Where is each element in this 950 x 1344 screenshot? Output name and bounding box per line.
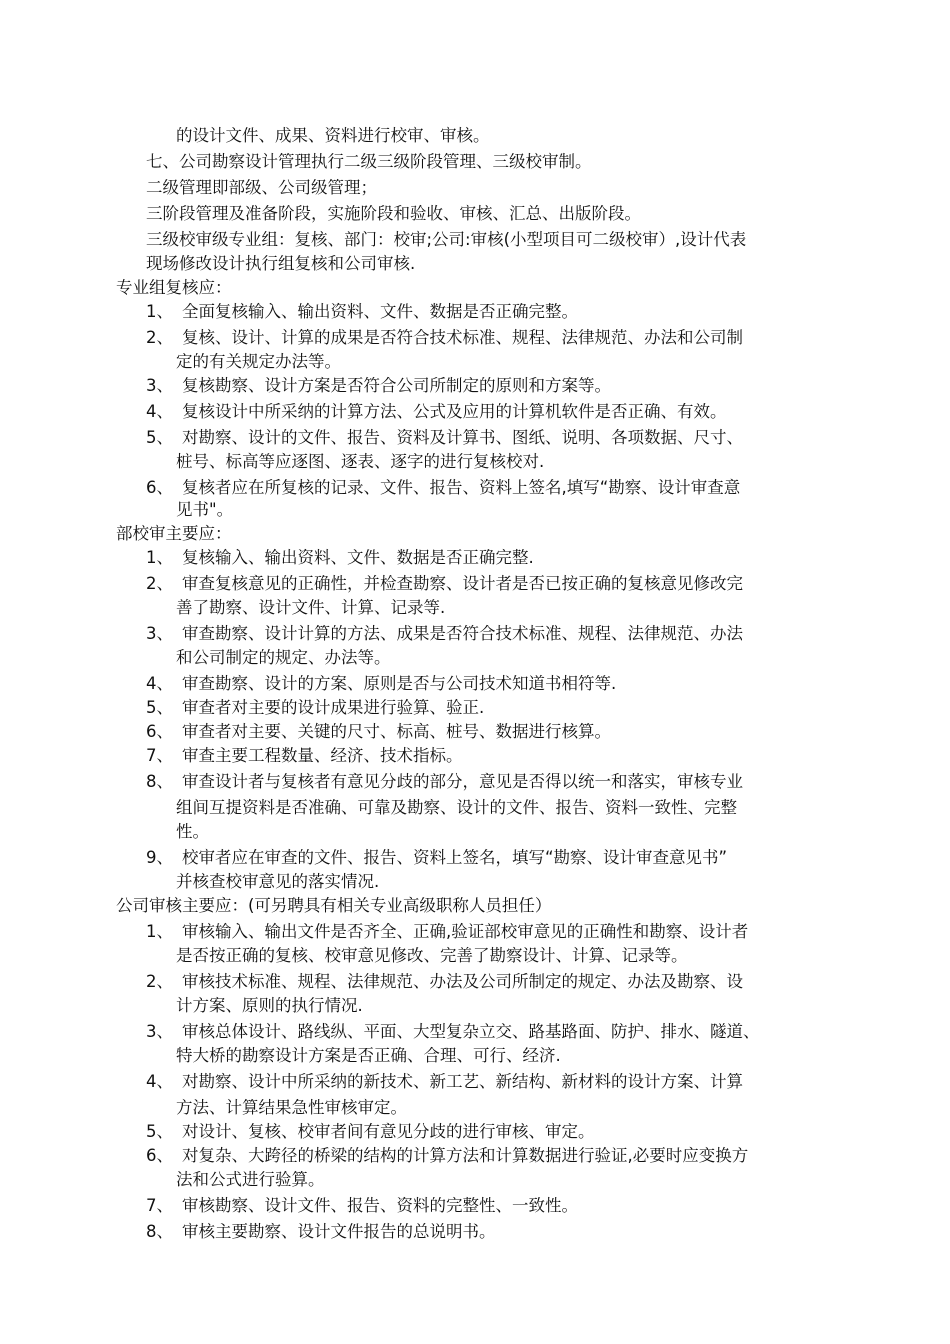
list-item-number: 8、 xyxy=(146,1222,173,1241)
list-item-number: 4、 xyxy=(146,674,173,693)
list-item-number: 1、 xyxy=(146,922,173,941)
list-item-text-cont: 和公司制定的规定、办法等。 xyxy=(176,648,391,667)
list-item-number: 2、 xyxy=(146,328,173,347)
list-item-number: 5、 xyxy=(146,428,173,447)
list-item-text-cont: 计方案、原则的执行情况. xyxy=(176,996,363,1015)
list-item-text: 对勘察、设计中所采纳的新技术、新工艺、新结构、新材料的设计方案、计算 xyxy=(182,1072,743,1091)
list-item-text: 校审者应在审查的文件、报告、资料上签名，填写“勘察、设计审查意见书” xyxy=(182,848,728,867)
list-item-text-cont: 特大桥的勘察设计方案是否正确、合理、可行、经济. xyxy=(176,1046,561,1065)
list-item-text: 复核勘察、设计方案是否符合公司所制定的原则和方案等。 xyxy=(182,376,611,395)
list-item-number: 3、 xyxy=(146,376,173,395)
list-item-text: 审核技术标准、规程、法律规范、办法及公司所制定的规定、办法及勘察、设 xyxy=(182,972,743,991)
list-item-text-cont: 善了勘察、设计文件、计算、记录等. xyxy=(176,598,446,617)
section-heading-department-review: 部校审主要应： xyxy=(116,524,232,543)
list-item-number: 2、 xyxy=(146,574,173,593)
list-item-number: 4、 xyxy=(146,402,173,421)
list-item-text: 对复杂、大跨径的桥梁的结构的计算方法和计算数据进行验证,必要时应变换方 xyxy=(182,1146,749,1165)
list-item-text: 复核设计中所采纳的计算方法、公式及应用的计算机软件是否正确、有效。 xyxy=(182,402,727,421)
paragraph-three-stage-management: 三阶段管理及准备阶段，实施阶段和验收、审核、汇总、出版阶段。 xyxy=(146,204,641,223)
list-item-number: 1、 xyxy=(146,302,173,321)
list-item-text: 审核勘察、设计文件、报告、资料的完整性、一致性。 xyxy=(182,1196,578,1215)
list-item-text-cont: 方法、计算结果急性审核审定。 xyxy=(176,1098,407,1117)
list-item-text-cont: 是否按正确的复核、校审意见修改、完善了勘察设计、计算、记录等。 xyxy=(176,946,688,965)
list-item-text: 审核输入、输出文件是否齐全、正确,验证部校审意见的正确性和勘察、设计者 xyxy=(182,922,749,941)
section-heading-company-audit: 公司审核主要应：(可另聘具有相关专业高级职称人员担任） xyxy=(116,896,552,915)
list-item-number: 4、 xyxy=(146,1072,173,1091)
paragraph-continuation: 的设计文件、成果、资料进行校审、审核。 xyxy=(176,126,490,145)
list-item-text: 审查勘察、设计的方案、原则是否与公司技术知道书相符等. xyxy=(182,674,617,693)
list-item-number: 7、 xyxy=(146,1196,173,1215)
list-item-text: 审查勘察、设计计算的方法、成果是否符合技术标准、规程、法律规范、办法 xyxy=(182,624,743,643)
list-item-number: 8、 xyxy=(146,772,173,791)
paragraph-three-level-review: 三级校审级专业组：复核、部门：校审;公司:审核(小型项目可二级校审）,设计代表 xyxy=(146,230,747,249)
list-item-text: 审查复核意见的正确性，并检查勘察、设计者是否已按正确的复核意见修改完 xyxy=(182,574,743,593)
list-item-text: 对勘察、设计的文件、报告、资料及计算书、图纸、说明、各项数据、尺寸、 xyxy=(182,428,743,447)
list-item-text-cont: 性。 xyxy=(176,822,209,841)
list-item-number: 9、 xyxy=(146,848,173,867)
list-item-text-cont: 法和公式进行验算。 xyxy=(176,1170,325,1189)
list-item-number: 7、 xyxy=(146,746,173,765)
list-item-number: 6、 xyxy=(146,1146,173,1165)
list-item-text: 审核主要勘察、设计文件报告的总说明书。 xyxy=(182,1222,496,1241)
list-item-number: 6、 xyxy=(146,722,173,741)
list-item-number: 3、 xyxy=(146,624,173,643)
list-item-text: 复核输入、输出资料、文件、数据是否正确完整. xyxy=(182,548,534,567)
paragraph-three-level-review-cont: 现场修改设计执行组复核和公司审核. xyxy=(146,254,416,273)
list-item-text-cont: 定的有关规定办法等。 xyxy=(176,352,341,371)
list-item-text: 复核、设计、计算的成果是否符合技术标准、规程、法律规范、办法和公司制 xyxy=(182,328,743,347)
list-item-number: 5、 xyxy=(146,698,173,717)
list-item-text: 对设计、复核、校审者间有意见分歧的进行审核、审定。 xyxy=(182,1122,595,1141)
paragraph-two-level-management: 二级管理即部级、公司级管理； xyxy=(146,178,377,197)
list-item-number: 1、 xyxy=(146,548,173,567)
list-item-text: 审核总体设计、路线纵、平面、大型复杂立交、路基路面、防护、排水、隧道、 xyxy=(182,1022,760,1041)
list-item-text-cont: 桩号、标高等应逐图、逐表、逐字的进行复核校对. xyxy=(176,452,545,471)
list-item-text: 审查者对主要的设计成果进行验算、验正. xyxy=(182,698,485,717)
list-item-text-cont: 组间互提资料是否准确、可靠及勘察、设计的文件、报告、资料一致性、完整 xyxy=(176,798,737,817)
list-item-text: 复核者应在所复核的记录、文件、报告、资料上签名,填写“勘察、设计审查意 xyxy=(182,478,741,497)
list-item-number: 3、 xyxy=(146,1022,173,1041)
section-heading-professional-group: 专业组复核应： xyxy=(116,278,232,297)
list-item-text: 审查主要工程数量、经济、技术指标。 xyxy=(182,746,463,765)
list-item-number: 6、 xyxy=(146,478,173,497)
list-item-text: 全面复核输入、输出资料、文件、数据是否正确完整。 xyxy=(182,302,578,321)
list-item-number: 5、 xyxy=(146,1122,173,1141)
list-item-number: 2、 xyxy=(146,972,173,991)
list-item-text-cont: 并核查校审意见的落实情况. xyxy=(176,872,380,891)
list-item-text-cont: 见书"。 xyxy=(176,500,234,519)
list-item-text: 审查者对主要、关键的尺寸、标高、桩号、数据进行核算。 xyxy=(182,722,611,741)
paragraph-seven: 七、公司勘察设计管理执行二级三级阶段管理、三级校审制。 xyxy=(146,152,592,171)
list-item-text: 审查设计者与复核者有意见分歧的部分，意见是否得以统一和落实，审核专业 xyxy=(182,772,743,791)
